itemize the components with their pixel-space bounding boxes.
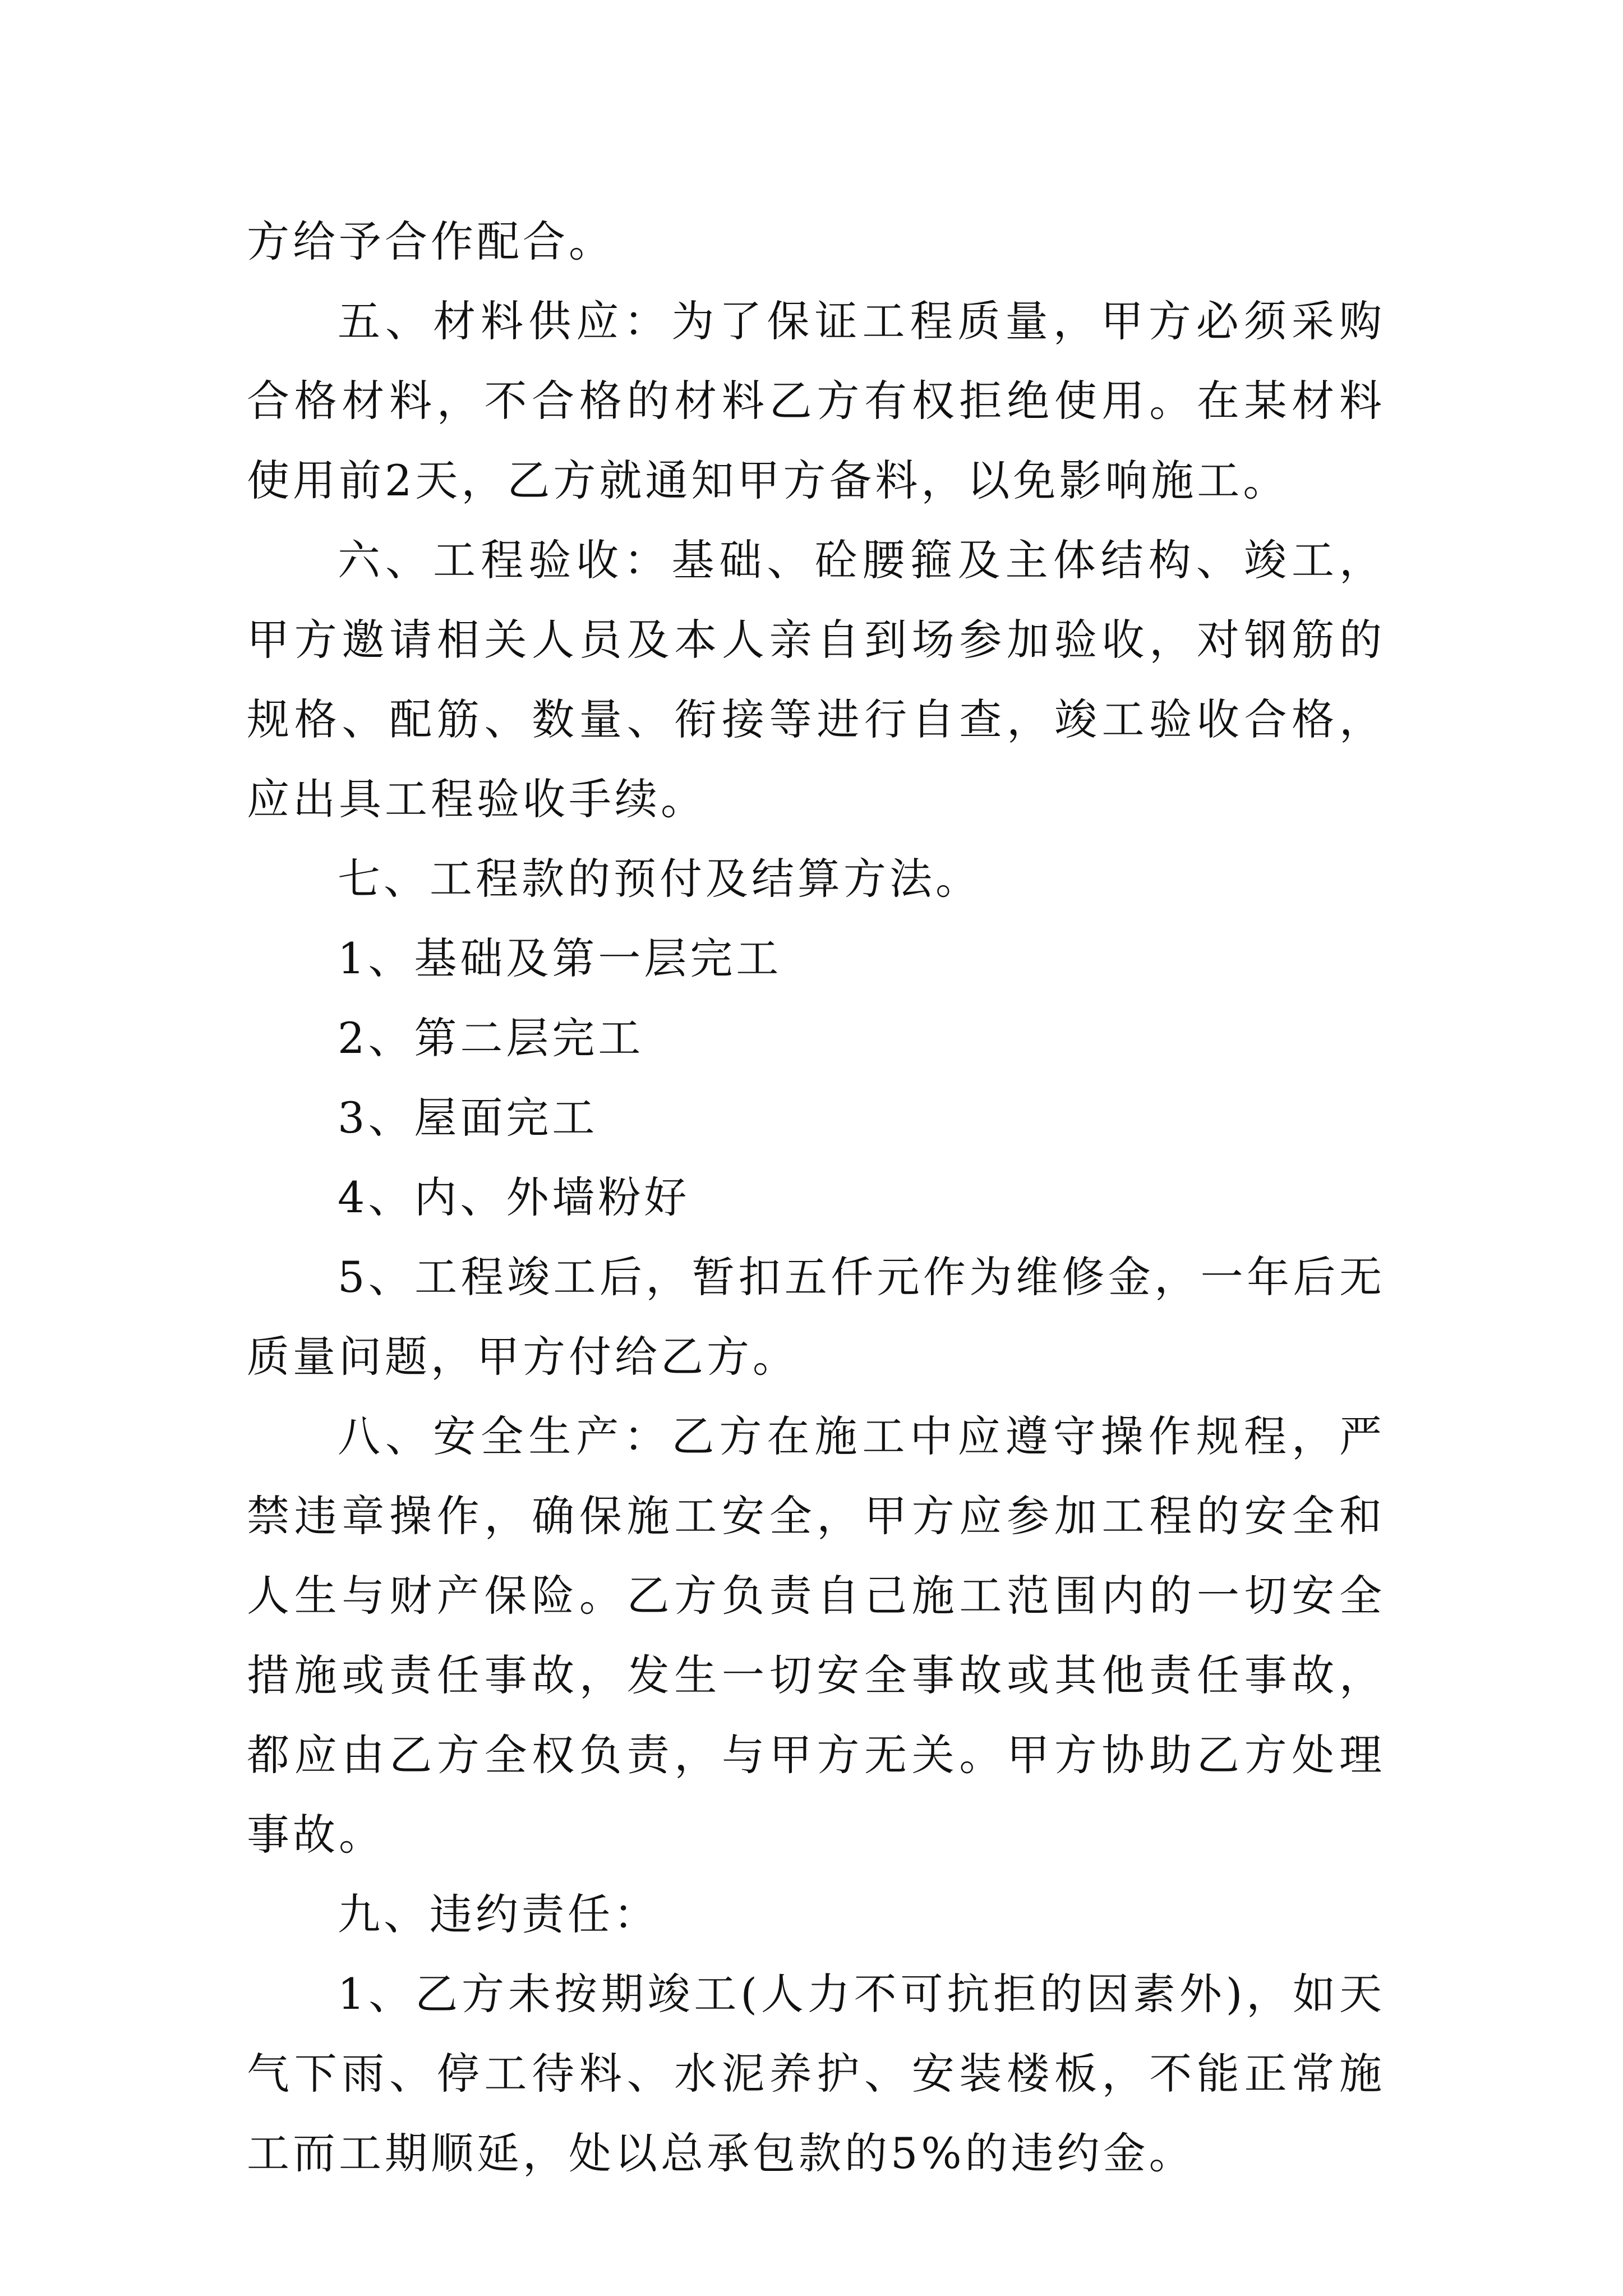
document-page [247,202,1385,2193]
list-item-liability-1: 1、乙方未按期竣工(人力不可抗拒的因素外)，如天气下雨、停工待料、水泥养护、安装楼板，不能正常施工而工期顺延，处以总承包款的5%的违约金。 [247,1969,1385,2178]
list-item-payment-5: 5、工程竣工后，暂扣五仟元作为维修金，一年后无质量问题，甲方付给乙方。 [247,1252,1385,1382]
paragraph-section-8-safety: 八、安全生产：乙方在施工中应遵守操作规程，严禁违章操作，确保施工安全，甲方应参加工程的安全和人生与财产保险。乙方负责自己施工范围内的一切安全措施或责任事故，发生一切安全事故或其他责任事故，都应由乙方全权负责，与甲方无关。甲方协助乙方处理事故。 [247,1411,1385,1860]
paragraph-continuation: 方给予合作配合。 [247,217,615,266]
paragraph-section-7-payment: 七、工程款的预付及结算方法。 [338,854,981,904]
list-item-payment-2: 2、第二层完工 [338,1013,644,1063]
paragraph-section-5-materials: 五、材料供应：为了保证工程质量，甲方必须采购合格材料，不合格的材料乙方有权拒绝使用。在某材料使用前2天，乙方就通知甲方备料，以免影响施工。 [247,296,1385,505]
list-item-payment-1: 1、基础及第一层完工 [338,933,782,983]
list-item-payment-3: 3、屋面完工 [338,1093,598,1143]
list-item-payment-4: 4、内、外墙粉好 [338,1172,690,1222]
paragraph-section-9-liability: 九、违约责任： [338,1889,660,1939]
paragraph-section-6-acceptance: 六、工程验收：基础、砼腰箍及主体结构、竣工，甲方邀请相关人员及本人亲自到场参加验收，对钢筋的规格、配筋、数量、衔接等进行自查，竣工验收合格，应出具工程验收手续。 [247,535,1385,824]
